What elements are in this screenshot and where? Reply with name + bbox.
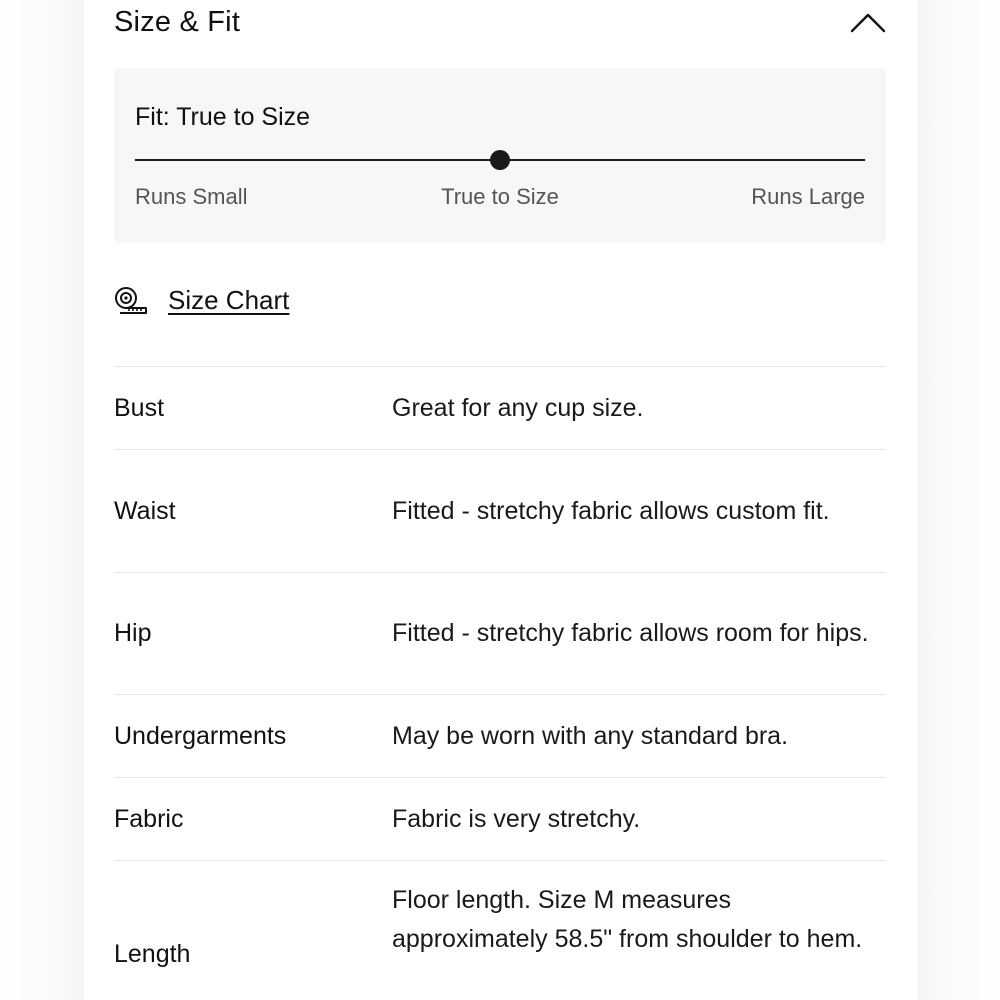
detail-label: Hip — [114, 619, 152, 647]
detail-value: Fitted - stretchy fabric allows custom fit. — [392, 496, 830, 525]
table-row — [114, 572, 886, 694]
detail-value: Fabric is very stretchy. — [392, 804, 641, 833]
size-fit-panel — [84, 0, 918, 1000]
page-edge-left — [0, 0, 84, 1000]
table-row — [114, 366, 886, 449]
section-header[interactable] — [114, 0, 886, 46]
table-row — [114, 449, 886, 572]
size-chart-link[interactable] — [114, 286, 289, 314]
fit-scale-small: Runs Small — [135, 184, 248, 209]
table-row — [114, 777, 886, 860]
detail-value: Fitted - stretchy fabric allows room for hips. — [392, 619, 869, 647]
detail-value: May be worn with any standard bra. — [392, 721, 789, 750]
fit-label: Fit: True to Size — [135, 103, 311, 131]
table-row — [114, 860, 886, 1000]
detail-label: Length — [114, 940, 191, 968]
detail-label: Waist — [114, 496, 176, 525]
fit-details-table — [114, 366, 886, 1000]
fit-slider-thumb — [490, 150, 510, 170]
table-row — [114, 694, 886, 777]
detail-label: Bust — [114, 393, 165, 422]
section-title: Size & Fit — [114, 5, 241, 38]
collapse-button[interactable] — [848, 3, 888, 43]
page-edge-right — [916, 0, 1000, 1000]
detail-value: Great for any cup size. — [392, 393, 644, 422]
measuring-tape-icon — [114, 286, 148, 314]
fit-scale-true: True to Size — [441, 184, 559, 209]
fit-scale-large: Runs Large — [751, 184, 865, 209]
detail-value: Floor length. Size M measures approximately 58.5" from shoulder to hem. — [392, 886, 863, 953]
size-chart-label[interactable]: Size Chart — [168, 285, 290, 315]
chevron-up-icon — [850, 12, 886, 34]
detail-label: Fabric — [114, 804, 184, 833]
fit-indicator — [114, 68, 886, 243]
size-fit-content — [114, 0, 886, 968]
detail-label: Undergarments — [114, 721, 287, 750]
